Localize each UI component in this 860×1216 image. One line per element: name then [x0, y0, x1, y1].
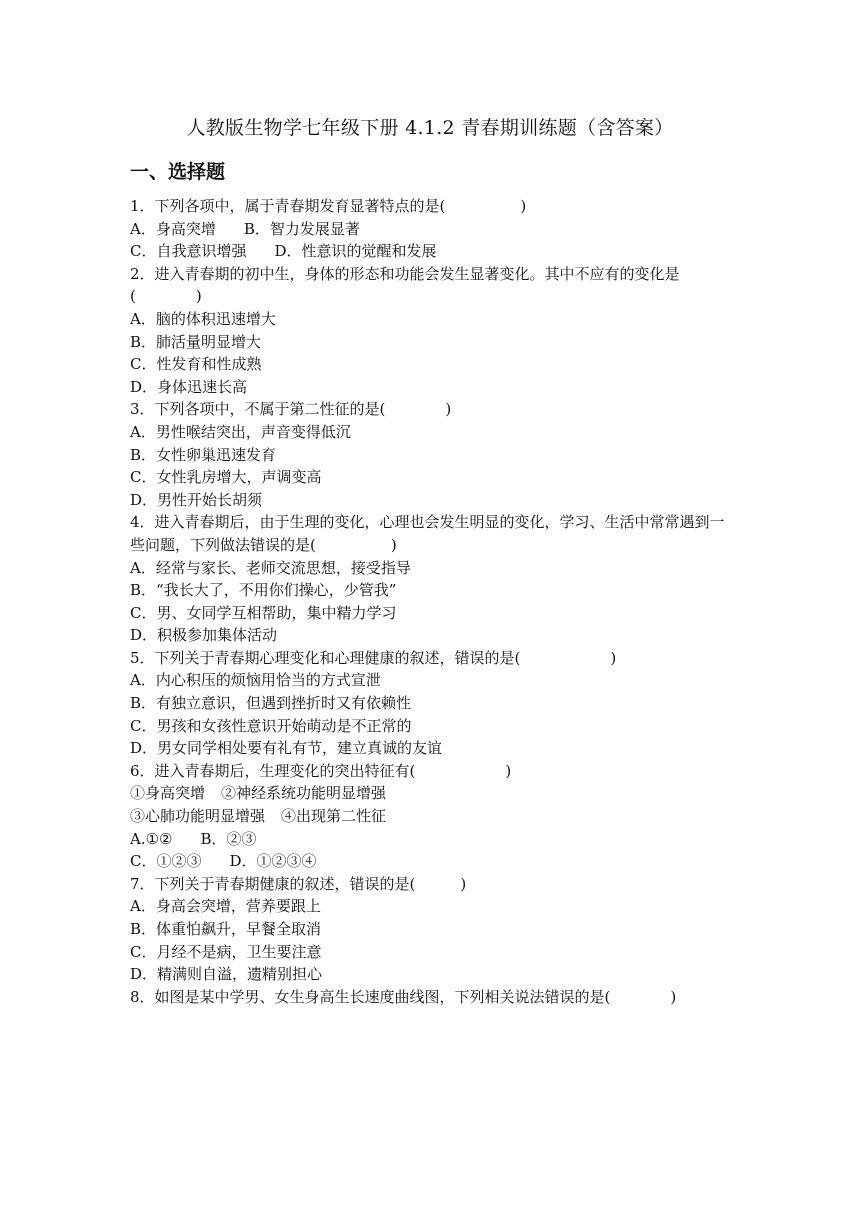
item: ③心肺功能明显增强 — [130, 807, 266, 826]
option: D．积极参加集体活动 — [130, 626, 278, 645]
option: A．身高突增 — [130, 219, 216, 238]
option: C．自我意识增强 — [130, 242, 247, 261]
option: C．男、女同学互相帮助，集中精力学习 — [130, 603, 397, 622]
item-line — [130, 805, 735, 828]
item: ④出现第二性征 — [281, 807, 387, 826]
option: B．肺活量明显增大 — [130, 332, 262, 351]
option: A．男性喉结突出，声音变得低沉 — [130, 422, 351, 441]
option: C．男孩和女孩性意识开始萌动是不正常的 — [130, 716, 412, 735]
question-stem: 7．下列关于青春期健康的叙述，错误的是( ) — [130, 874, 467, 893]
option: D．①②③④ — [229, 852, 317, 871]
option: C．女性乳房增大，声调变高 — [130, 468, 322, 487]
option: A．内心积压的烦恼用恰当的方式宣泄 — [130, 671, 381, 690]
option: C．①②③ — [130, 852, 202, 871]
question-stem: 6．进入青春期后，生理变化的突出特征有( ) — [130, 761, 512, 780]
option: B．②③ — [200, 829, 257, 848]
option: B．女性卵巢迅速发育 — [130, 445, 277, 464]
option: A.①② — [130, 829, 173, 848]
question-stem: 2．进入青春期的初中生，身体的形态和功能会发生显著变化。其中不应有的变化是( ) — [130, 264, 680, 306]
option: C．月经不是病，卫生要注意 — [130, 942, 322, 961]
option-line — [130, 850, 735, 873]
option: B．体重怕飙升，早餐全取消 — [130, 920, 322, 938]
question-stem: 3．下列各项中，不属于第二性征的是( ) — [130, 400, 452, 419]
option: A．经常与家长、老师交流思想，接受指导 — [130, 558, 411, 577]
section-heading: 一、选择题 — [130, 161, 226, 183]
option: B．智力发展显著 — [243, 219, 360, 238]
document-title: 人教版生物学七年级下册 4.1.2 青春期训练题（含答案） — [186, 117, 674, 139]
option: D．性意识的觉醒和发展 — [274, 242, 437, 261]
question-stem: 1．下列各项中，属于青春期发育显著特点的是( ) — [130, 197, 527, 215]
option-line — [130, 828, 735, 851]
item: ②神经系统功能明显增强 — [221, 784, 387, 803]
option: D．男女同学相处要有礼有节，建立真诚的友谊 — [130, 739, 443, 758]
option-line — [130, 240, 735, 263]
item: ①身高突增 — [130, 784, 206, 803]
option: D．男性开始长胡须 — [130, 490, 263, 509]
option: D．精满则自溢，遗精别担心 — [130, 965, 323, 984]
option-line — [130, 218, 735, 241]
option: B．“我长大了，不用你们操心，少管我” — [130, 581, 397, 600]
question-stem: 5．下列关于青春期心理变化和心理健康的叙述，错误的是( ) — [130, 648, 617, 667]
option: A．身高会突增，营养要跟上 — [130, 897, 321, 916]
question-stem: 4．进入青春期后，由于生理的变化，心理也会发生明显的变化，学习、生活中常常遇到一些问题，下列做法错误的是( ) — [130, 513, 725, 554]
option: B．有独立意识，但遇到挫折时又有依赖性 — [130, 694, 412, 713]
option: D．身体迅速长高 — [130, 377, 248, 396]
question-list — [130, 195, 735, 1008]
option: C．性发育和性成熟 — [130, 355, 262, 374]
item-line — [130, 782, 735, 805]
option: A．脑的体积迅速增大 — [130, 309, 276, 328]
question-stem: 8．如图是某中学男、女生身高生长速度曲线图，下列相关说法错误的是( ) — [130, 987, 677, 1006]
